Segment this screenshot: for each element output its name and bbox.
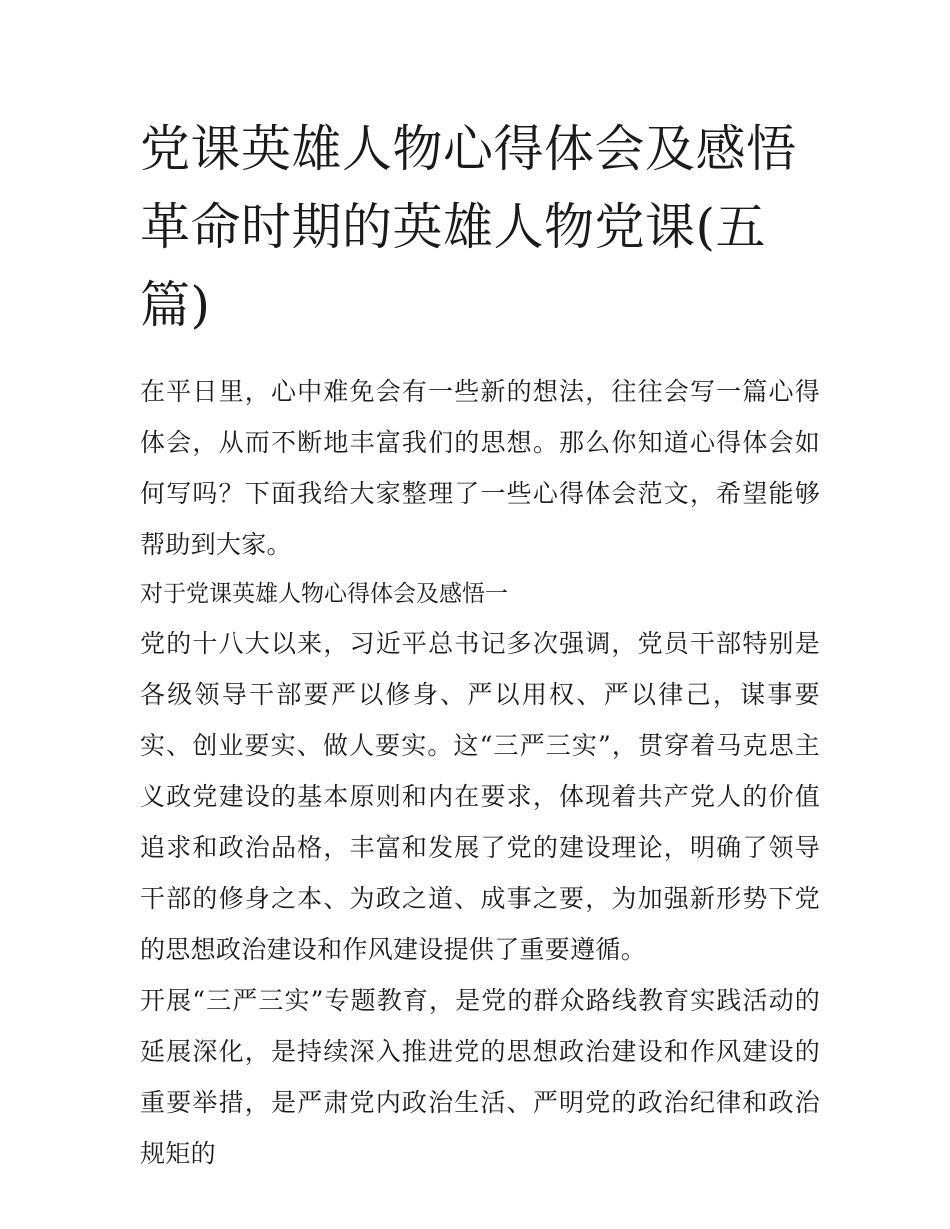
document-page [140,110,820,1179]
section-heading: 对于党课英雄人物心得体会及感悟一 [140,581,508,607]
title-line-3: 篇) [140,276,211,334]
title-line-1: 党课英雄人物心得体会及感悟 [140,120,797,178]
document-title [140,110,820,344]
body-paragraph-1: 党的十八大以来，习近平总书记多次强调，党员干部特别是各级领导干部要严以修身、严以用权、严以律己，谋事要实、创业要实、做人要实。这“三严三实”，贯穿着马克思主义政党建设的基本原则和内在要求，体现着共产党人的价值追求和政治品格，丰富和发展了党的建设理论，明确了领导干部的修身之本、为政之道、成事之要，为加强新形势下党的思想政治建设和作风建设提供了重要遵循。 [140,629,820,964]
body-paragraph-2: 开展“三严三实”专题教育，是党的群众路线教育实践活动的延展深化，是持续深入推进党的思想政治建设和作风建设的重要举措，是严肃党内政治生活、严明党的政治纪律和政治规矩的 [140,986,820,1168]
intro-paragraph: 在平日里，心中难免会有一些新的想法，往往会写一篇心得体会，从而不断地丰富我们的思想。那么你知道心得体会如何写吗？下面我给大家整理了一些心得体会范文，希望能够帮助到大家。 [140,377,820,559]
title-line-2: 革命时期的英雄人物党课(五 [140,198,767,256]
